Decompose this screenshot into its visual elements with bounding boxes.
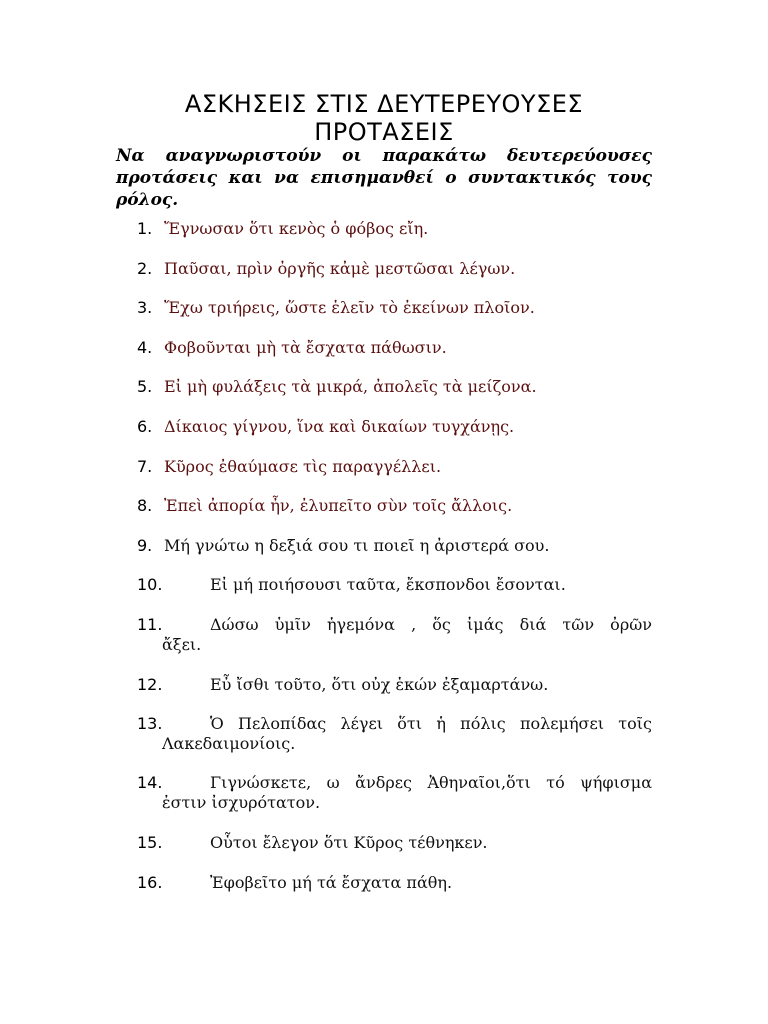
list-item: Δώσω ὑμῖν ἡγεμόνα , ὅς ἱμάς διά τῶν ὀρῶν xyxy=(210,615,652,634)
list-item: Ἔγνωσαν ὅτι κενὸς ὁ φόβος εἴη. xyxy=(164,219,429,238)
item-number: 11. xyxy=(137,615,163,634)
list-item: Παῦσαι, πρὶν ὀργῆς κἀμὲ μεστῶσαι λέγων. xyxy=(164,259,516,278)
page-title-line-1: ΑΣΚΗΣΕΙΣ ΣΤΙΣ ΔΕΥΤΕΡΕΥΟΥΣΕΣ xyxy=(184,90,584,118)
list-item: Γιγνώσκετε, ω ἄνδρες Ἀθηναῖοι,ὅτι τό ψήφισμα xyxy=(210,773,652,792)
item-number: 13. xyxy=(137,714,163,733)
item-number: 15. xyxy=(137,833,163,852)
list-item-continuation: ἄξει. xyxy=(162,635,202,654)
list-item: Κῦρος ἐθαύμασε τὶς παραγγέλλει. xyxy=(164,457,442,476)
list-item: Δίκαιος γίγνου, ἵνα καὶ δικαίων τυγχάνῃς. xyxy=(164,417,515,436)
item-number: 16. xyxy=(137,873,163,892)
item-number: 8. xyxy=(137,496,153,515)
item-number: 7. xyxy=(137,457,153,476)
list-item: Φοβοῦνται μὴ τὰ ἔσχατα πάθωσιν. xyxy=(164,338,447,357)
item-number: 2. xyxy=(137,259,153,278)
item-number: 9. xyxy=(137,536,153,555)
item-number: 14. xyxy=(137,773,163,792)
list-item: Οὗτοι ἔλεγον ὅτι Κῦρος τέθνηκεν. xyxy=(210,833,488,852)
list-item: Μή γνώτω η δεξιά σου τι ποιεῖ η ἀριστερά σου. xyxy=(164,536,550,555)
list-item: Ἔχω τριήρεις, ὥστε ἑλεῖν τὸ ἐκείνων πλοῖον. xyxy=(164,298,535,317)
list-item: Ἐπεὶ ἀπορία ἦν, ἐλυπεῖτο σὺν τοῖς ἄλλοις. xyxy=(164,496,513,515)
list-item: Εἰ μή ποιήσουσι ταῦτα, ἔκσπονδοι ἔσονται. xyxy=(210,575,566,594)
list-item: Ὁ Πελοπίδας λέγει ὅτι ἡ πόλις πολεμήσει τοῖς xyxy=(210,714,652,733)
item-number: 1. xyxy=(137,219,153,238)
instructions-text: Να αναγνωριστούν οι παρακάτω δευτερεύουσες προτάσεις και να επισημανθεί ο συντακτικός τους ρόλος. xyxy=(116,146,652,210)
list-item: Εἰ μὴ φυλάξεις τὰ μικρά, ἀπολεῖς τὰ μείζονα. xyxy=(164,377,537,396)
item-number: 5. xyxy=(137,377,153,396)
item-number: 3. xyxy=(137,298,153,317)
item-number: 6. xyxy=(137,417,153,436)
page-title-line-2: ΠΡΟΤΑΣΕΙΣ xyxy=(314,118,454,146)
list-item-continuation: Λακεδαιμονίοις. xyxy=(162,734,296,753)
list-item: Ἐφοβεῖτο μή τά ἔσχατα πάθη. xyxy=(210,873,453,892)
list-item: Εὖ ἴσθι τοῦτο, ὅτι οὐχ ἑκών ἐξαμαρτάνω. xyxy=(210,675,549,694)
item-number: 4. xyxy=(137,338,153,357)
list-item-continuation: ἐστιν ἰσχυρότατον. xyxy=(162,793,321,812)
item-number: 12. xyxy=(137,675,163,694)
item-number: 10. xyxy=(137,575,163,594)
